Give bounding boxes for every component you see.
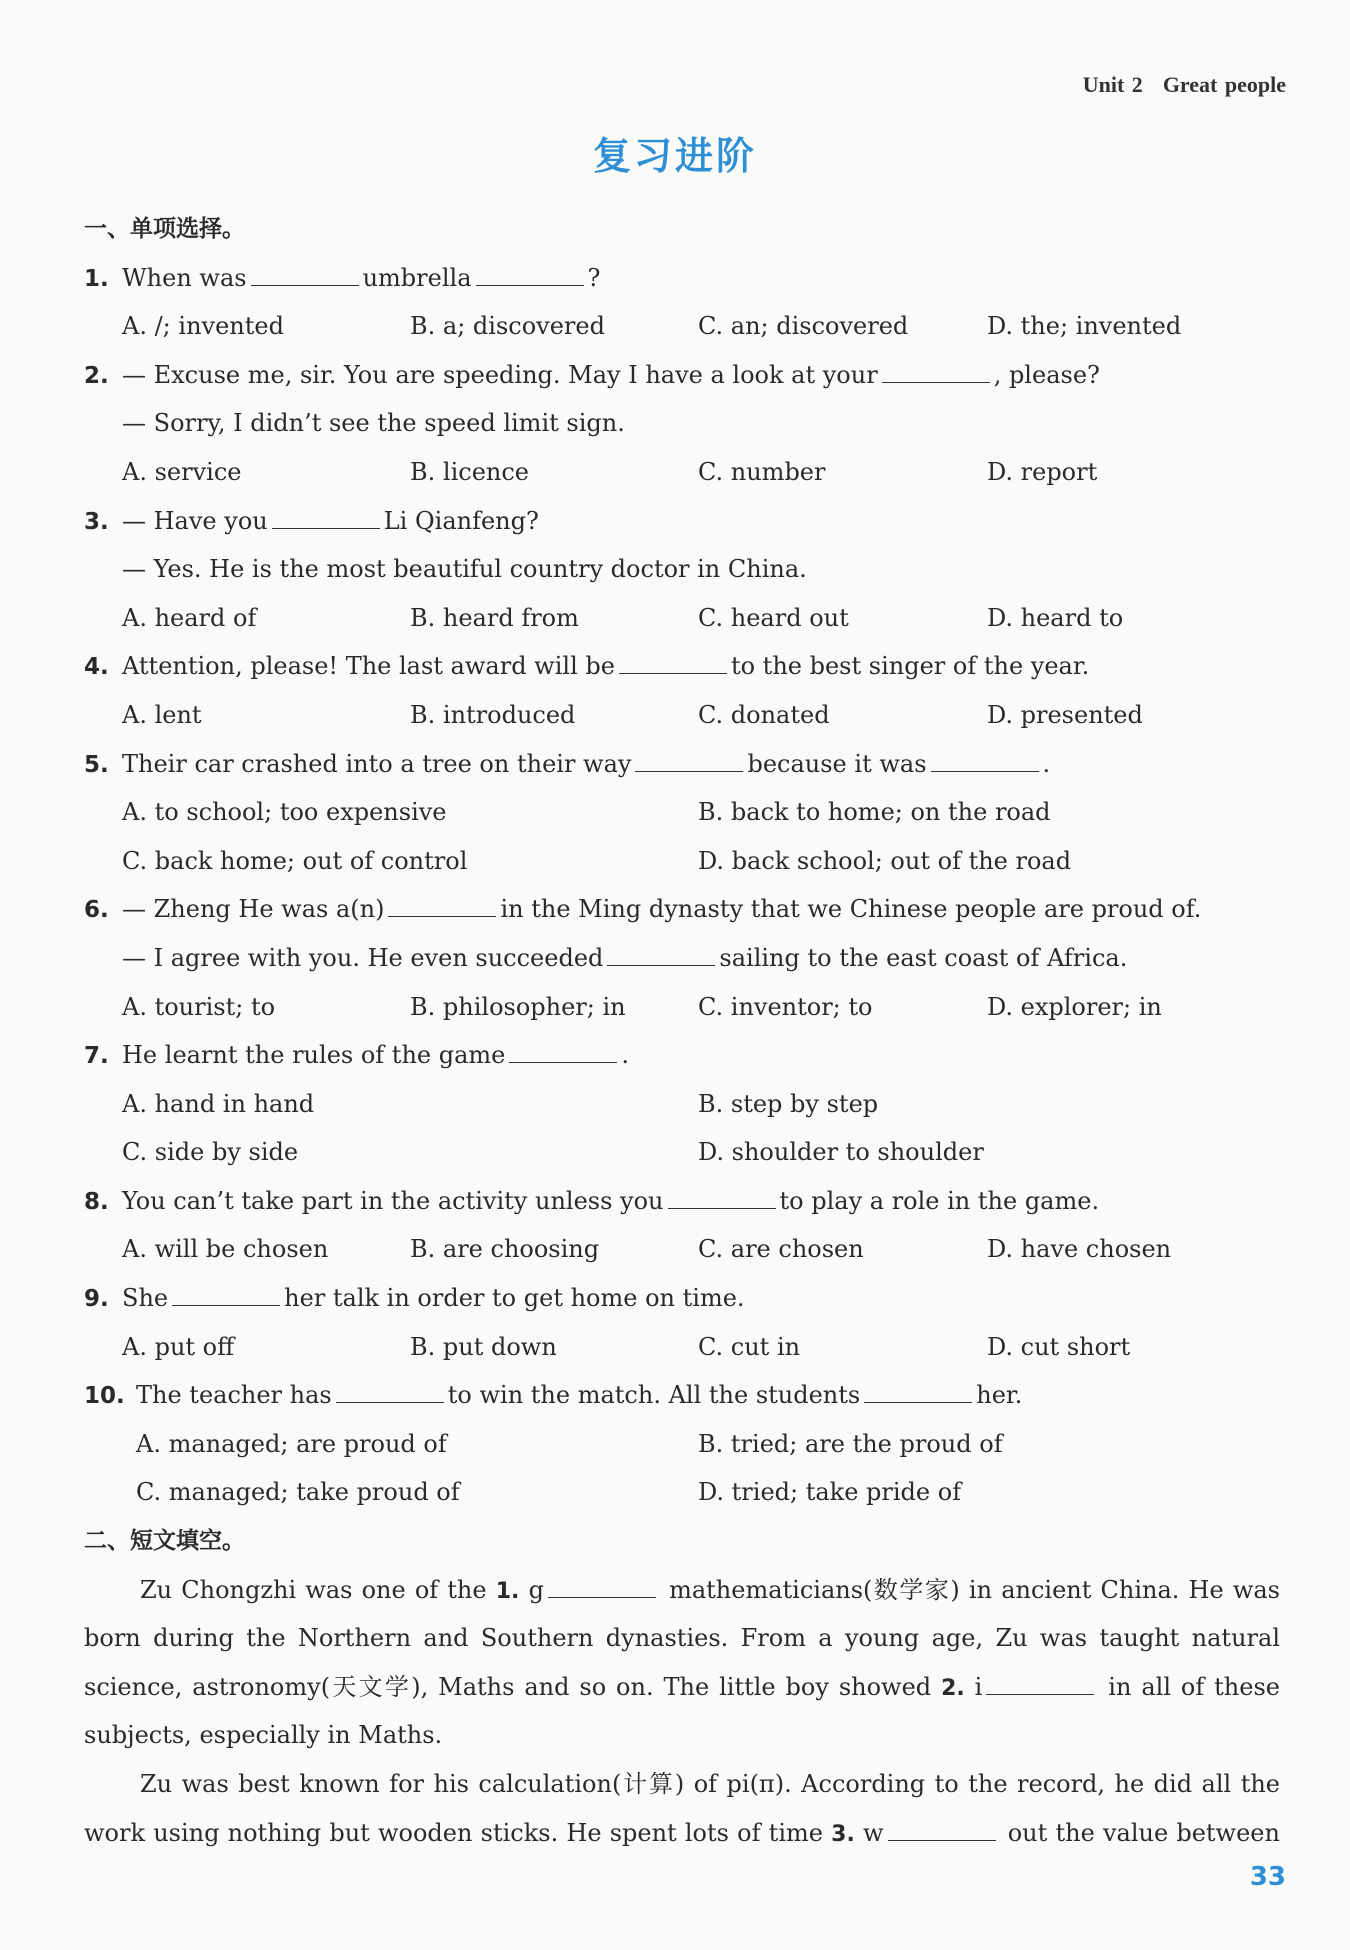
option-d[interactable]: D. report (987, 457, 1098, 486)
question-3 (84, 497, 1280, 546)
options-7-row-1 (84, 1080, 1280, 1129)
option-c[interactable]: C. an; discovered (698, 312, 909, 341)
option-c[interactable]: C. cut in (698, 1332, 801, 1361)
question-text: her talk in order to get home on time. (284, 1284, 745, 1313)
answer-blank[interactable] (336, 1380, 444, 1403)
unit-topic: Great people (1162, 72, 1286, 97)
passage-line (84, 1663, 1280, 1712)
question-text: — Zheng He was a(n) (122, 895, 385, 924)
option-c[interactable]: C. side by side (122, 1138, 299, 1167)
option-a[interactable]: A. tourist; to (122, 992, 276, 1021)
question-number: 6. (84, 897, 109, 924)
options-4 (84, 691, 1280, 740)
question-text: Attention, please! The last award will be (122, 652, 615, 681)
answer-blank[interactable] (619, 651, 727, 674)
options-9 (84, 1323, 1280, 1372)
option-a[interactable]: A. hand in hand (122, 1089, 315, 1118)
question-text: He learnt the rules of the game (122, 1041, 506, 1070)
option-d[interactable]: D. explorer; in (987, 992, 1162, 1021)
option-c[interactable]: C. inventor; to (698, 992, 873, 1021)
option-d[interactable]: D. heard to (987, 603, 1124, 632)
question-number: 9. (84, 1286, 109, 1313)
options-2 (84, 448, 1280, 497)
answer-blank[interactable] (272, 506, 380, 529)
question-text: — Have you (122, 506, 268, 535)
question-text: to the best singer of the year. (730, 652, 1090, 681)
question-2-reply: — Sorry, I didn’t see the speed limit sign. (122, 409, 625, 438)
answer-blank[interactable] (986, 1672, 1094, 1695)
option-b[interactable]: B. put down (410, 1332, 557, 1361)
passage-text: in all of these (1108, 1672, 1280, 1701)
question-number: 7. (84, 1043, 109, 1070)
option-a[interactable]: A. service (122, 457, 242, 486)
question-5 (84, 740, 1280, 789)
answer-blank[interactable] (931, 749, 1039, 772)
options-3 (84, 594, 1280, 643)
unit-label: Unit 2 (1082, 72, 1143, 97)
passage-text: science, astronomy(天文学), Maths and so on. The little boy showed (84, 1672, 932, 1701)
options-5-row-2 (84, 837, 1280, 886)
question-text: The teacher has (136, 1381, 332, 1410)
answer-blank[interactable] (548, 1575, 656, 1598)
option-a[interactable]: A. put off (122, 1332, 235, 1361)
option-d[interactable]: D. have chosen (987, 1235, 1172, 1264)
question-9 (84, 1274, 1280, 1323)
option-b[interactable]: B. introduced (410, 700, 576, 729)
blank-number: 1. (495, 1578, 520, 1604)
options-10-row-2 (84, 1468, 1280, 1517)
blank-initial: i (974, 1672, 983, 1701)
reply-text: — I agree with you. He even succeeded (122, 943, 604, 972)
question-7 (84, 1031, 1280, 1080)
question-text: You can’t take part in the activity unless you (122, 1186, 664, 1215)
option-c[interactable]: C. heard out (698, 603, 849, 632)
question-text: to win the match. All the students (447, 1381, 861, 1410)
answer-blank[interactable] (888, 1818, 996, 1841)
running-head (1083, 72, 1286, 98)
question-6 (84, 885, 1280, 934)
question-text: to play a role in the game. (779, 1186, 1100, 1215)
options-6 (84, 983, 1280, 1032)
passage-line (84, 1809, 1280, 1858)
option-b[interactable]: B. a; discovered (410, 312, 605, 341)
question-number: 1. (84, 265, 109, 292)
option-a[interactable]: A. /; invented (122, 312, 284, 341)
option-d[interactable]: D. shoulder to shoulder (698, 1138, 984, 1167)
question-number: 5. (84, 751, 109, 778)
question-number: 3. (84, 508, 109, 535)
option-d[interactable]: D. tried; take pride of (698, 1478, 962, 1507)
answer-blank[interactable] (251, 263, 359, 286)
question-text: , please? (993, 360, 1100, 389)
answer-blank[interactable] (509, 1040, 617, 1063)
answer-blank[interactable] (388, 894, 496, 917)
question-10 (84, 1371, 1280, 1420)
option-d[interactable]: D. back school; out of the road (698, 846, 1072, 875)
blank-initial: g (528, 1575, 544, 1604)
question-text: . (1042, 749, 1051, 778)
passage-line (84, 1566, 1280, 1615)
passage-text: work using nothing but wooden sticks. He spent lots of time (84, 1818, 823, 1847)
options-5-row-1 (84, 788, 1280, 837)
option-b[interactable]: B. heard from (410, 603, 579, 632)
section-heading-choice: 一、单项选择。 (84, 216, 245, 242)
question-text: When was (122, 263, 247, 292)
blank-number: 3. (831, 1821, 855, 1847)
options-10-row-1 (84, 1420, 1280, 1469)
option-c[interactable]: C. number (698, 457, 826, 486)
page-title: 复习进阶 (592, 134, 757, 178)
question-text: Their car crashed into a tree on their way (122, 749, 632, 778)
question-number: 10. (84, 1383, 125, 1410)
question-8 (84, 1177, 1280, 1226)
blank-number: 2. (941, 1675, 965, 1701)
passage-text: mathematicians(数学家) in ancient China. He was (669, 1575, 1280, 1604)
question-text: Li Qianfeng? (383, 506, 539, 535)
option-d[interactable]: D. the; invented (987, 312, 1182, 341)
answer-blank[interactable] (607, 943, 715, 966)
option-a[interactable]: A. to school; too expensive (122, 798, 447, 827)
question-text: because it was (747, 749, 927, 778)
answer-blank[interactable] (172, 1283, 280, 1306)
option-c[interactable]: C. managed; take proud of (136, 1478, 460, 1507)
option-c[interactable]: C. are chosen (698, 1235, 864, 1264)
section-heading-passage: 二、短文填空。 (84, 1528, 245, 1555)
question-6-reply (84, 934, 1280, 983)
option-d[interactable]: D. cut short (987, 1332, 1131, 1361)
option-a[interactable]: A. managed; are proud of (136, 1429, 447, 1458)
option-b[interactable]: B. are choosing (410, 1235, 600, 1264)
question-text: her. (976, 1381, 1023, 1410)
question-number: 8. (84, 1188, 109, 1215)
passage-line: Zu was best known for his calculation(计算) of pi(π). According to the record, he did all the (140, 1770, 1280, 1798)
passage-line: subjects, especially in Maths. (84, 1721, 443, 1750)
question-text: — Excuse me, sir. You are speeding. May I have a look at your (122, 360, 878, 389)
question-number: 2. (84, 362, 109, 389)
option-a[interactable]: A. will be chosen (122, 1235, 329, 1264)
option-a[interactable]: A. heard of (122, 603, 257, 632)
option-b[interactable]: B. step by step (698, 1089, 879, 1118)
options-1 (84, 302, 1280, 351)
question-text: ? (587, 263, 601, 292)
option-d[interactable]: D. presented (987, 700, 1143, 729)
answer-blank[interactable] (635, 749, 743, 772)
question-text: in the Ming dynasty that we Chinese people are proud of. (500, 895, 1202, 924)
answer-blank[interactable] (476, 263, 584, 286)
option-c[interactable]: C. donated (698, 700, 830, 729)
question-3-reply: — Yes. He is the most beautiful country doctor in China. (122, 555, 807, 584)
passage-line: born during the Northern and Southern dynasties. From a young age, Zu was taught natural (84, 1624, 1280, 1653)
question-number: 4. (84, 654, 109, 681)
passage-text: out the value between (1007, 1818, 1280, 1847)
reply-text: sailing to the east coast of Africa. (719, 943, 1128, 972)
blank-initial: w (863, 1818, 884, 1847)
options-7-row-2 (84, 1128, 1280, 1177)
options-8 (84, 1225, 1280, 1274)
option-b[interactable]: B. tried; are the proud of (698, 1429, 1003, 1458)
question-4 (84, 642, 1280, 691)
option-a[interactable]: A. lent (122, 700, 202, 729)
question-text: She (122, 1284, 169, 1313)
answer-blank[interactable] (864, 1380, 972, 1403)
answer-blank[interactable] (882, 360, 990, 383)
passage-text: Zu Chongzhi was one of the (140, 1575, 487, 1604)
question-1 (84, 254, 1280, 303)
option-c[interactable]: C. back home; out of control (122, 846, 468, 875)
exercise-content (84, 205, 1280, 1857)
question-text: . (621, 1041, 630, 1070)
question-2 (84, 351, 1280, 400)
option-b[interactable]: B. philosopher; in (410, 992, 626, 1021)
answer-blank[interactable] (668, 1186, 776, 1209)
page-number: 33 (1249, 1862, 1286, 1892)
option-b[interactable]: B. licence (410, 457, 529, 486)
option-b[interactable]: B. back to home; on the road (698, 798, 1051, 827)
question-text: umbrella (362, 263, 472, 292)
